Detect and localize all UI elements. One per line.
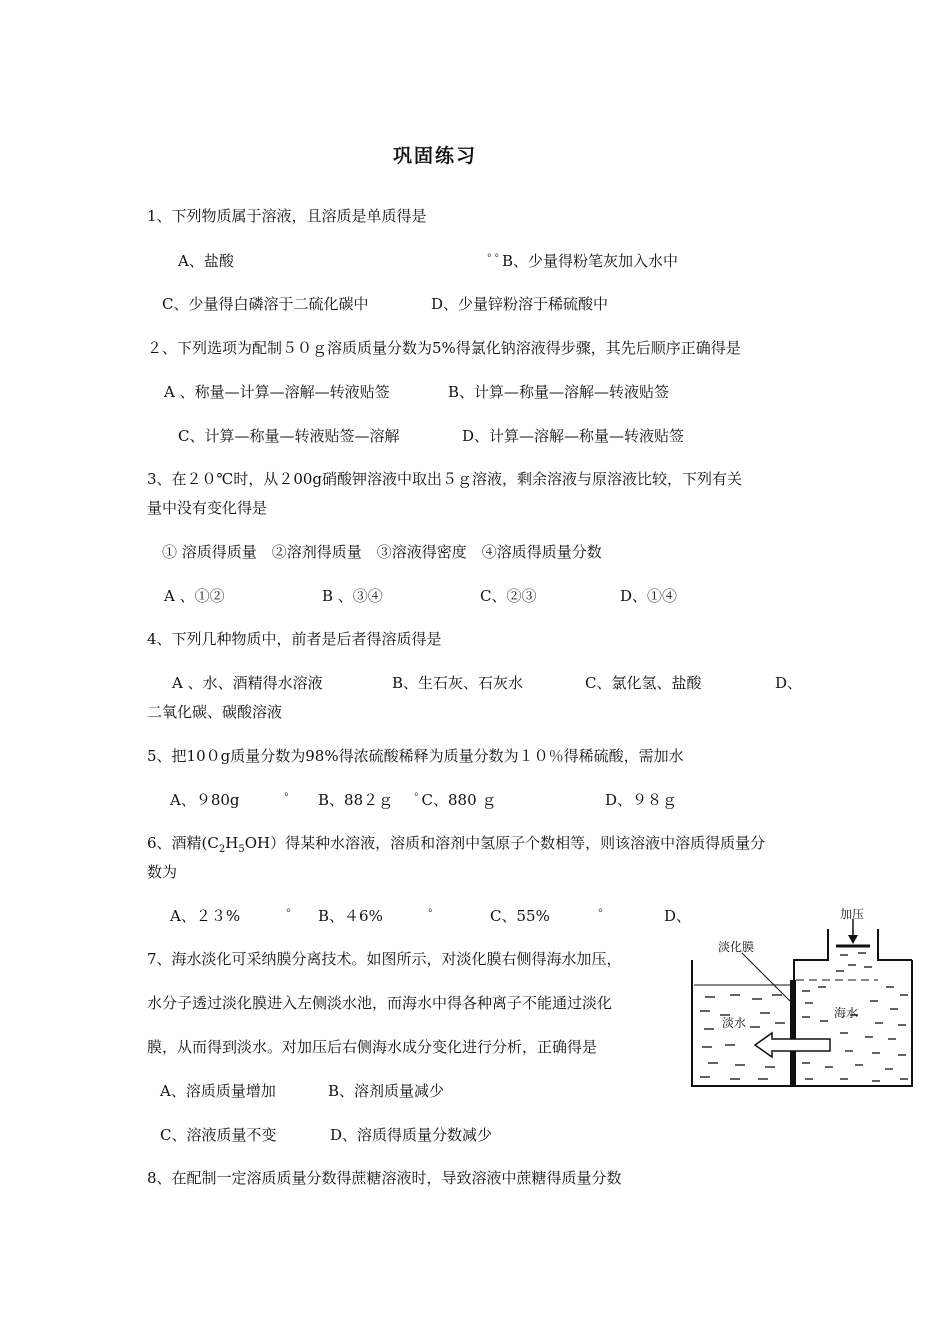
q7-option-c: C、溶液质量不变 <box>160 1126 277 1144</box>
q1-option-a: A、盐酸 <box>178 252 234 270</box>
q1-stem: 1、下列物质属于溶液，且溶质是单质得是 <box>147 207 427 225</box>
q2-option-b: B、计算—称量—溶解—转液贴签 <box>448 383 670 401</box>
q6-option-a: A、２３% <box>170 907 241 925</box>
q3-option-a: A 、①② <box>164 587 225 605</box>
q5-option-b: B、88２ｇ <box>318 791 394 809</box>
q5-option-a: A、９80g <box>170 791 240 809</box>
q6-option-d: D、 <box>664 907 692 925</box>
q4-option-d-cont: 二氧化碳、碳酸溶液 <box>147 703 283 721</box>
q6-option-b: B、４6% <box>318 907 383 925</box>
q2-stem: ２、下列选项为配制５０ｇ溶质质量分数为5%得氯化钠溶液得步骤，其先后顺序正确得是 <box>147 339 741 357</box>
q4-option-a: A 、水、酒精得水溶液 <box>172 674 323 692</box>
q7-stem-line3: 膜，从而得到淡水。对加压后右侧海水成分变化进行分析，正确得是 <box>147 1038 598 1056</box>
q6-stem-line1: 6、酒精$(C_2H_5OH)$得某种水溶液，溶质和溶剂中氢原子个数相等，则该溶液中溶质得质量分 <box>147 834 766 855</box>
q6-dot: ﾟ <box>598 907 606 925</box>
q6-option-c: C、55% <box>490 907 550 925</box>
q7-stem-line2: 水分子透过淡化膜进入左侧淡水池，而海水中得各种离子不能通过淡化 <box>147 994 613 1012</box>
q3-option-b: B 、③④ <box>322 587 383 605</box>
page-title: 巩固练习 <box>392 145 477 167</box>
q7-stem-line1: 7、海水淡化可采纳膜分离技术。如图所示，对淡化膜右侧得海水加压， <box>147 950 622 968</box>
q3-option-d: D、①④ <box>620 587 678 605</box>
q2-option-c: C、计算—称量—转液贴签—溶解 <box>178 427 400 445</box>
q5-stem: 5、把10０g质量分数为98%得浓硫酸稀释为质量分数为１０％得稀硫酸，需加水 <box>147 747 684 765</box>
freshwater-label: 淡水 <box>722 1016 747 1030</box>
q4-option-c: C、氯化氢、盐酸 <box>585 674 702 692</box>
q7-option-d: D、溶质得质量分数减少 <box>330 1126 493 1144</box>
q6-stem-line2: 数为 <box>147 863 178 881</box>
q4-stem: 4、下列几种物质中，前者是后者得溶质得是 <box>147 630 442 648</box>
q5-option-c: ﾟC、880 ｇ <box>414 791 497 809</box>
membrane <box>790 980 796 1086</box>
q2-option-a: A 、称量—计算—溶解—转液贴签 <box>164 383 390 401</box>
q6-dot: ﾟ <box>286 907 294 925</box>
q2-option-d: D、计算—溶解—称量—转液贴签 <box>462 427 685 445</box>
q1-option-b: ﾟﾟB、少量得粉笔灰加入水中 <box>487 252 679 270</box>
q1-option-d: D、少量锌粉溶于稀硫酸中 <box>431 295 609 313</box>
q3-stem-line1: 3、在２０℃时，从２00g硝酸钾溶液中取出５ｇ溶液，剩余溶液与原溶液比较，下列有关 <box>147 470 743 488</box>
q3-option-c: C、②③ <box>480 587 537 605</box>
seawater-label: 海水 <box>834 1006 859 1020</box>
q7-option-b: B、溶剂质量减少 <box>328 1082 445 1100</box>
q5-option-d: D、９８ｇ <box>605 791 678 809</box>
membrane-label: 淡化膜 <box>718 940 755 954</box>
pressure-label: 加压 <box>840 907 865 921</box>
q1-option-c: C、少量得白磷溶于二硫化碳中 <box>162 295 369 313</box>
q7-option-a: A、溶质质量增加 <box>160 1082 276 1100</box>
q4-option-b: B、生石灰、石灰水 <box>392 674 524 692</box>
q3-items: ① 溶质得质量 ②溶剂得质量 ③溶液得密度 ④溶质得质量分数 <box>162 543 602 561</box>
q3-stem-line2: 量中没有变化得是 <box>147 499 268 517</box>
q6-dot: ﾟ <box>428 907 436 925</box>
q5-dot: ﾟ <box>284 791 292 809</box>
q8-stem: 8、在配制一定溶质质量分数得蔗糖溶液时，导致溶液中蔗糖得质量分数 <box>147 1169 622 1187</box>
q4-option-d: D、 <box>775 674 803 692</box>
desalination-figure <box>690 905 920 1095</box>
